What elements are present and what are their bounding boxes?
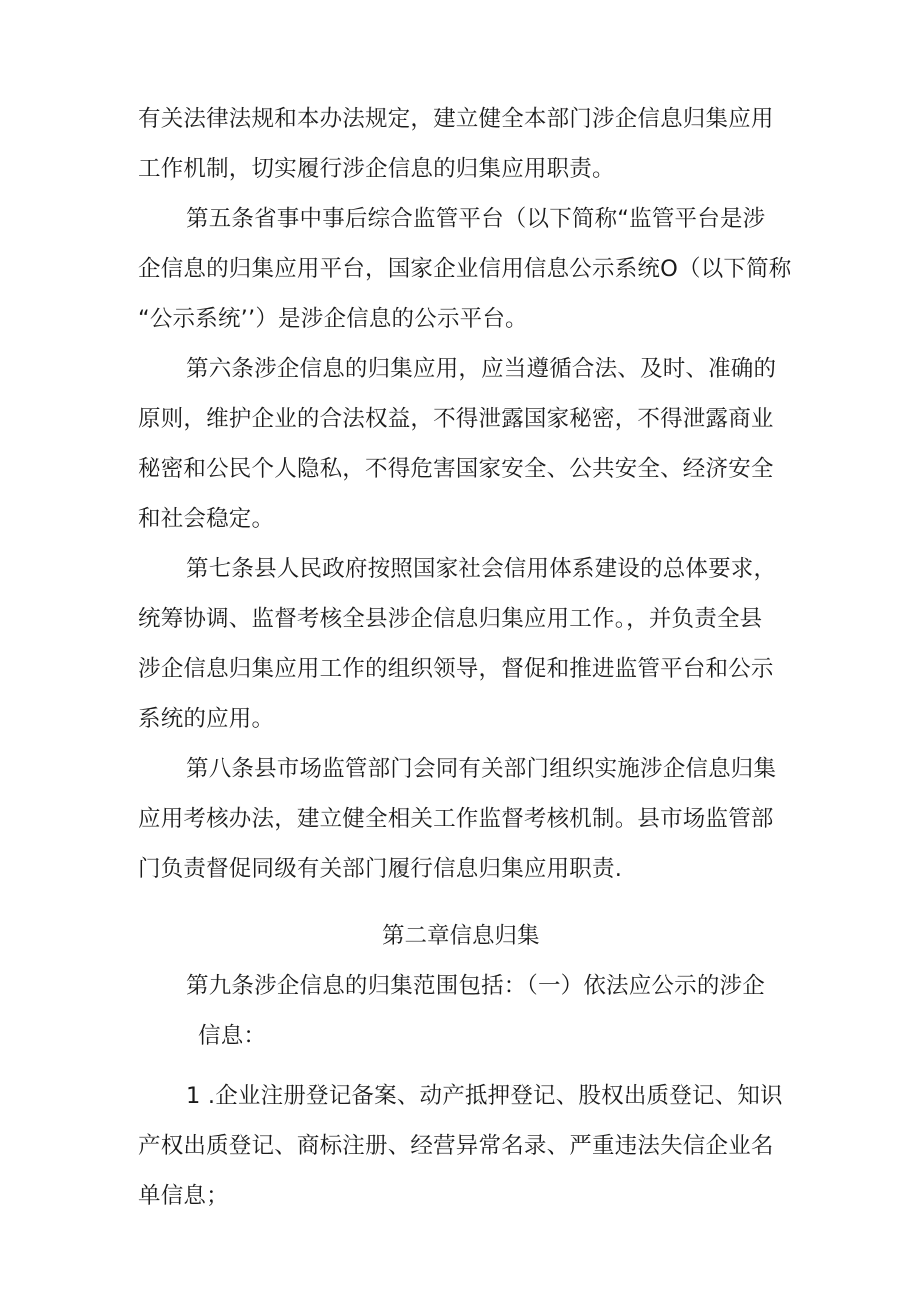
text-line: 单信息； xyxy=(138,1183,229,1209)
chapter-heading: 第二章信息归集 xyxy=(382,923,540,949)
text-line: 系统的应用。 xyxy=(138,706,275,732)
text-line: 统筹协调、监督考核全县涉企信息归集应用工作。，并负责全县 xyxy=(138,606,763,632)
text-line: 门负责督促同级有关部门履行信息归集应用职责. xyxy=(138,856,623,882)
text-line: “公示系统’’）是涉企信息的公示平台。 xyxy=(138,306,528,332)
text-line: 有关法律法规和本办法规定，建立健全本部门涉企信息归集应用 xyxy=(138,106,774,132)
text-line: 第五条省事中事后综合监管平台（以下简称“监管平台是涉 xyxy=(186,206,766,232)
text-line: 工作机制，切实履行涉企信息的归集应用职责。 xyxy=(138,156,615,182)
text-line: 应用考核办法，建立健全相关工作监督考核机制。县市场监管部 xyxy=(138,806,774,832)
text-line: 企信息的归集应用平台，国家企业信用信息公示系统O（以下简称 xyxy=(138,256,792,282)
text-line: 原则，维护企业的合法权益，不得泄露国家秘密，不得泄露商业 xyxy=(138,406,774,432)
text-line: 第六条涉企信息的归集应用，应当遵循合法、及时、准确的 xyxy=(186,356,777,382)
text-line: 和社会稳定。 xyxy=(138,506,275,532)
text-line: 第七条县人民政府按照国家社会信用体系建设的总体要求， xyxy=(186,556,777,582)
text-line: 第九条涉企信息的归集范围包括：（一）依法应公示的涉企 xyxy=(186,973,765,999)
text-line: 产权出质登记、商标注册、经营异常名录、严重违法失信企业名 xyxy=(138,1133,774,1159)
text-line: 涉企信息归集应用工作的组织领导，督促和推进监管平台和公示 xyxy=(138,656,774,682)
text-line: 第八条县市场监管部门会同有关部门组织实施涉企信息归集 xyxy=(186,756,777,782)
text-line: 信息： xyxy=(198,1023,267,1049)
text-line: 1 .企业注册登记备案、动产抵押登记、股权出质登记、知识 xyxy=(186,1083,783,1109)
text-line: 秘密和公民个人隐私，不得危害国家安全、公共安全、经济安全 xyxy=(138,456,774,482)
